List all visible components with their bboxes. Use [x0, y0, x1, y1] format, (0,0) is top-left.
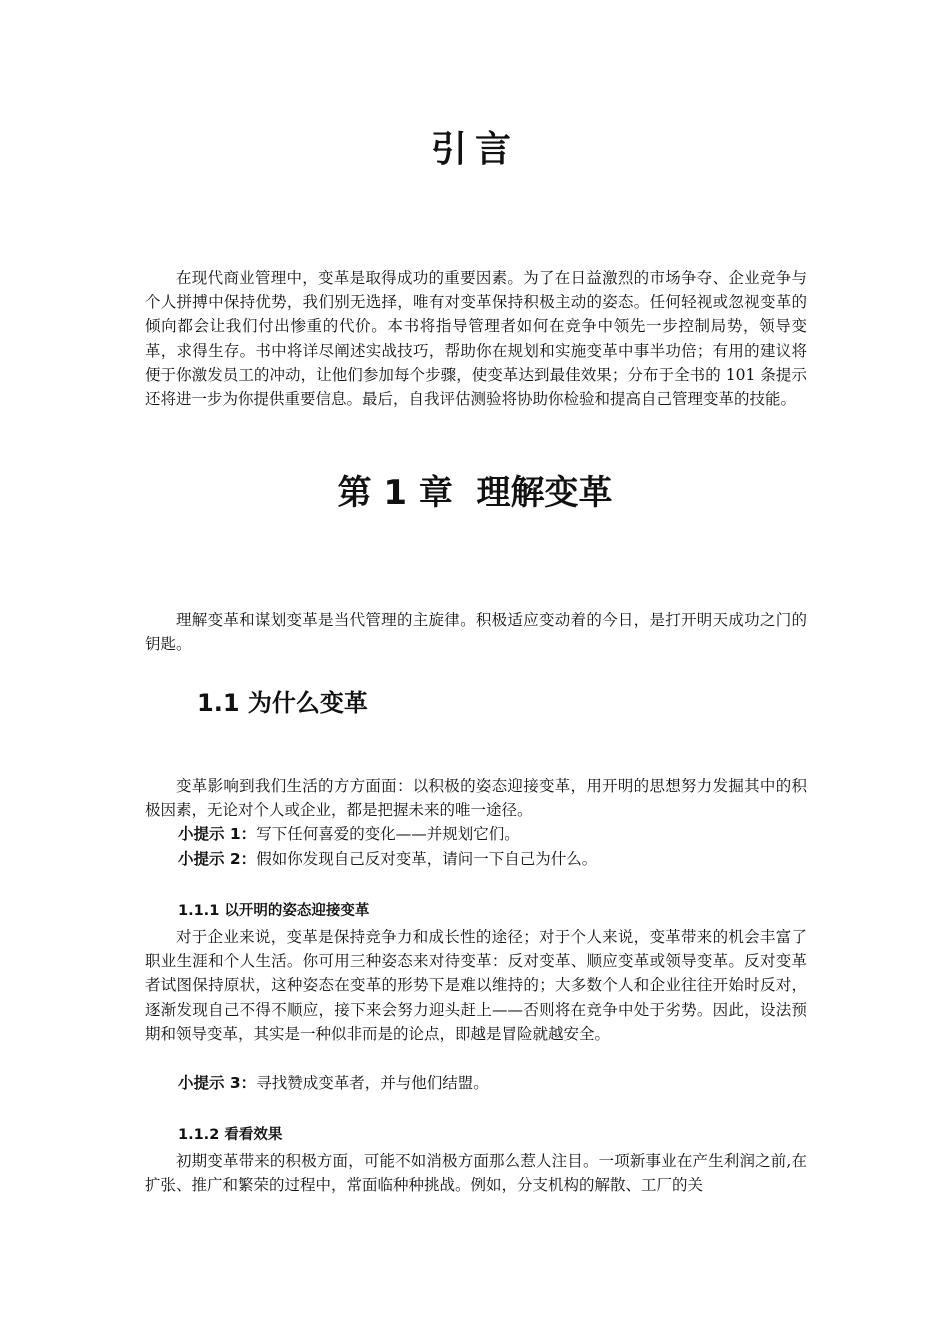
section-1-1-1-paragraph: 对于企业来说，变革是保持竞争力和成长性的途径；对于个人来说，变革带来的机会丰富了职业生涯和个人生活。你可用三种姿态来对待变革：反对变革、顺应变革或领导变革。反对变革者试图保持原状，这种姿态在变革的形势下是难以维持的；大多数个人和企业往往开始时反对，逐渐发现自己不得不顺应，接下来会努力迎头赶上——否则将在竞争中处于劣势。因此，设法预期和领导变革，其实是一种似非而是的论点，即越是冒险就越安全。 — [145, 928, 807, 1043]
section-1-1-paragraph: 变革影响到我们生活的方方面面：以积极的姿态迎接变革，用开明的思想努力发掘其中的积极因素，无论对个人或企业，都是把握未来的唯一途径。 — [145, 777, 807, 820]
intro-paragraph: 在现代商业管理中，变革是取得成功的重要因素。为了在日益激烈的市场争夺、企业竞争与个人拼搏中保持优势，我们别无选择，唯有对变革保持积极主动的姿态。任何轻视或忽视变革的倾向都会让我们付出惨重的代价。本书将指导管理者如何在竞争中领先一步控制局势，领导变革，求得生存。书中将详尽阐述实战技巧，帮助你在规划和实施变革中事半功倍；有用的建议将便于你激发员工的冲动，让他们参加每个步骤，使变革达到最佳效果；分布于全书的 101 条提示还将进一步为你提供重要信息。最后，自我评估测验将协助你检验和提高自己管理变革的技能。 — [145, 269, 807, 409]
tip-1-label: 小提示 1： — [178, 825, 257, 843]
tip-2 — [178, 847, 808, 871]
tip-3 — [178, 1071, 808, 1095]
chapter-title: 第 1 章 理解变革 — [337, 473, 613, 513]
section-title-1-1-2: 1.1.2 看看效果 — [178, 1127, 283, 1143]
intro-title: 引言 — [430, 129, 519, 170]
chapter-intro-paragraph: 理解变革和谋划变革是当代管理的主旋律。积极适应变动着的今日，是打开明天成功之门的钥匙。 — [145, 611, 807, 654]
tip-3-text: 寻找赞成变革者，并与他们结盟。 — [256, 1074, 489, 1092]
tip-2-text: 假如你发现自己反对变革，请问一下自己为什么。 — [256, 850, 598, 868]
section-title-1-1: 1.1 为什么变革 — [197, 689, 368, 717]
tip-3-label: 小提示 3： — [178, 1074, 257, 1092]
tip-1-text: 写下任何喜爱的变化——并规划它们。 — [256, 825, 520, 843]
tip-1 — [178, 822, 808, 846]
section-title-1-1-1: 1.1.1 以开明的姿态迎接变革 — [178, 903, 370, 919]
tip-2-label: 小提示 2： — [178, 850, 257, 868]
section-1-1-2-paragraph: 初期变革带来的积极方面，可能不如消极方面那么惹人注目。一项新事业在产生利润之前,在扩张、推广和繁荣的过程中，常面临种种挑战。例如，分支机构的解散、工厂的关 — [145, 1152, 807, 1195]
